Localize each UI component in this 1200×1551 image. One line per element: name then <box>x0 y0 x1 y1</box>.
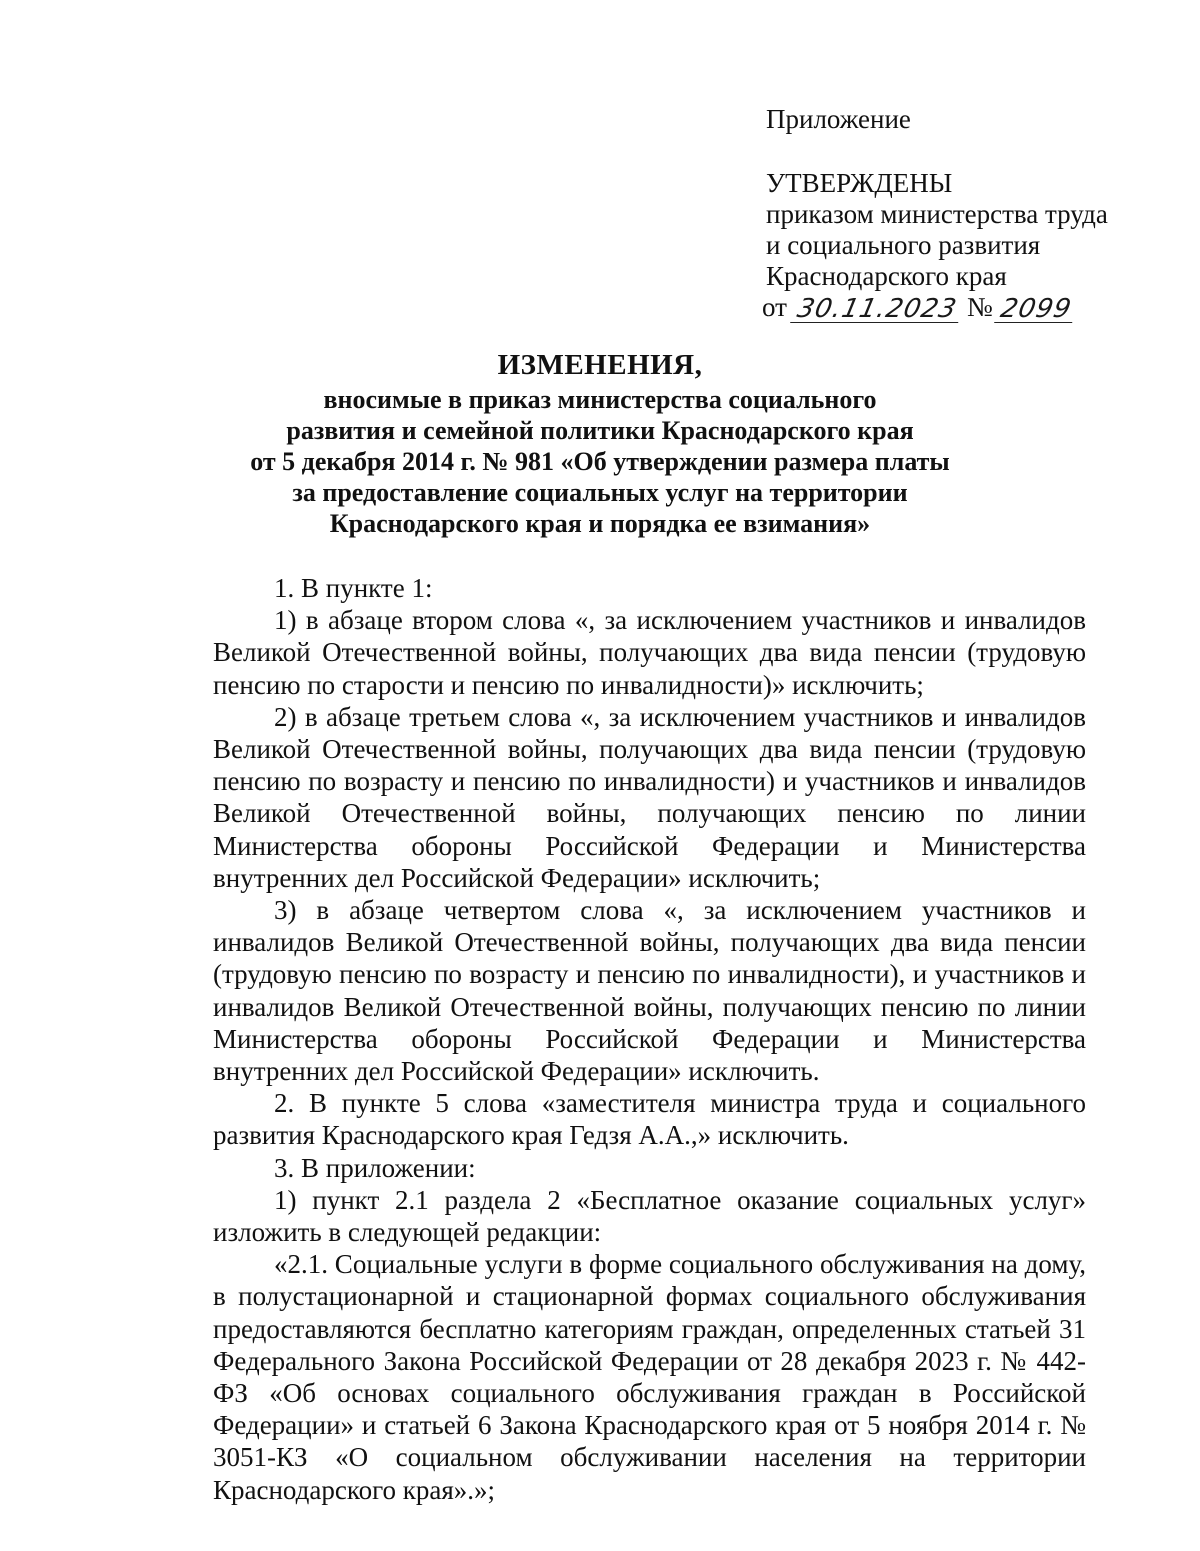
title-sub-line: от 5 декабря 2014 г. № 981 «Об утверждении размера платы <box>250 447 950 476</box>
approval-line-2: и социального развития <box>766 230 1041 260</box>
from-label: от <box>762 292 787 322</box>
approved-label: УТВЕРЖДЕНЫ <box>766 168 953 198</box>
document-body <box>213 572 1086 1506</box>
paragraph: 1) пункт 2.1 раздела 2 «Бесплатное оказание социальных услуг» изложить в следующей редакции: <box>213 1184 1086 1248</box>
title-sub-line: вносимые в приказ министерства социального <box>323 385 877 414</box>
paragraph: 2) в абзаце третьем слова «, за исключением участников и инвалидов Великой Отечественной войны, получающих два вида пенсии (трудовую пенсию по возрасту и пенсию по инвалидности) и участников и инвалидов Великой Отечественной войны, получающих пенсию по линии Министерства обороны Российской Федерации и Министерства внутренних дел Российской Федерации» исключить; <box>213 701 1086 893</box>
title-main: ИЗМЕНЕНИЯ, <box>497 349 703 381</box>
approval-stamp-block <box>762 104 1108 324</box>
paragraph: «2.1. Социальные услуги в форме социального обслуживания на дому, в полустационарной и стационарной формах социального обслуживания предоставляются бесплатно категориям граждан, определенных статьей 31 Федерального Закона Российской Федерации от 28 декабря 2023 г. № 442-ФЗ «Об основах социального обслуживания граждан в Российской Федерации» и статьей 6 Закона Краснодарского края от 5 ноября 2014 г. № 3051-КЗ «О социальном обслуживании населения на территории Краснодарского края».»; <box>213 1249 1086 1505</box>
number-label: № <box>966 292 993 322</box>
paragraph: 1. В пункте 1: <box>274 573 433 603</box>
approval-line-3: Краснодарского края <box>766 261 1007 291</box>
title-sub-line: развития и семейной политики Краснодарского края <box>286 416 914 445</box>
handwritten-number: 2099 <box>994 296 1078 323</box>
title-sub-line: за предоставление социальных услуг на территории <box>292 478 908 507</box>
title-sub-line: Краснодарского края и порядка ее взимания» <box>329 509 871 538</box>
title-subtitle <box>150 384 1050 539</box>
paragraph: 3) в абзаце четвертом слова «, за исключением участников и инвалидов Великой Отечественной войны, получающих два вида пенсии (трудовую пенсию по возрасту и пенсию по инвалидности), и участников и инвалидов Великой Отечественной войны, получающих пенсию по линии Министерства обороны Российской Федерации и Министерства внутренних дел Российской Федерации» исключить. <box>213 895 1086 1087</box>
paragraph: 3. В приложении: <box>274 1152 476 1183</box>
approval-date-line <box>762 292 1108 323</box>
paragraph: 2. В пункте 5 слова «заместителя министра труда и социального развития Краснодарского края Гедзя А.А.,» исключить. <box>213 1088 1086 1151</box>
appendix-label: Приложение <box>766 104 911 134</box>
paragraph: 1) в абзаце втором слова «, за исключением участников и инвалидов Великой Отечественной войны, получающих два вида пенсии (трудовую пенсию по старости и пенсию по инвалидности)» исключить; <box>213 605 1086 700</box>
handwritten-date: 30.11.2023 <box>790 296 964 323</box>
approval-line-1: приказом министерства труда <box>766 199 1108 229</box>
document-title <box>150 348 1050 539</box>
